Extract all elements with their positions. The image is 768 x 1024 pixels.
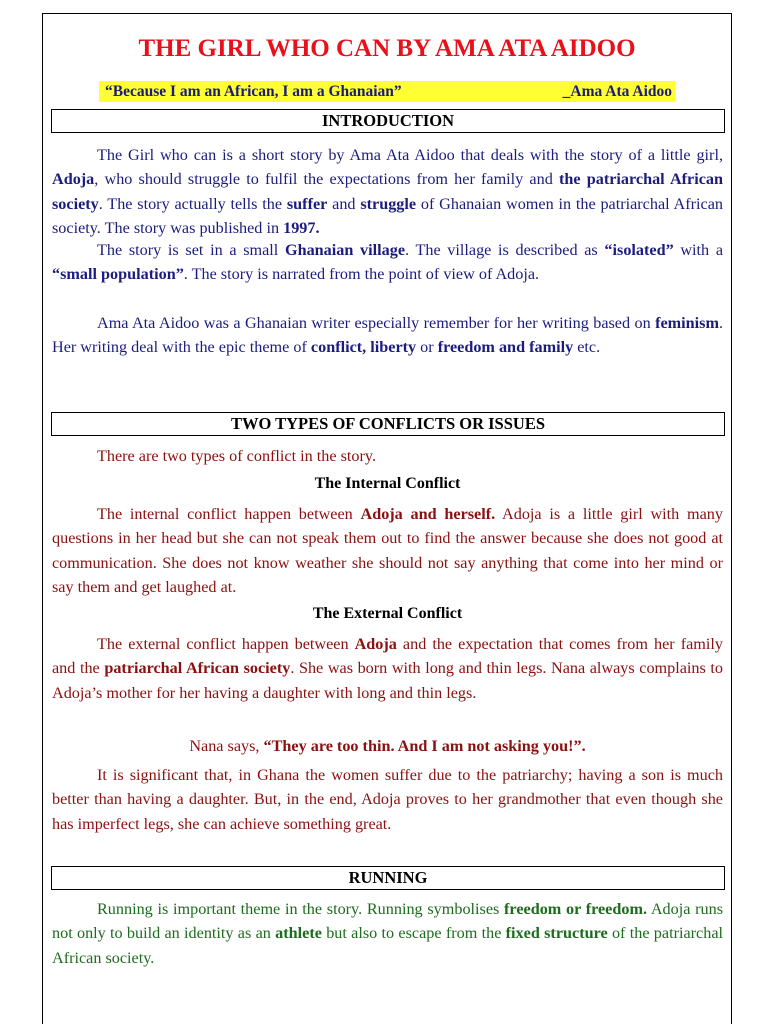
section-heading-conflicts: TWO TYPES OF CONFLICTS OR ISSUES	[51, 412, 725, 436]
running-paragraph: Running is important theme in the story. Running symbolises freedom or freedom. Adoja runs not only to build an identity as an athlete but also to escape from the fixed structure of the patriarchal African society.	[52, 900, 724, 967]
subheading-internal-conflict: The Internal Conflict	[314, 475, 461, 492]
epigraph-quote: “Because I am an African, I am a Ghanaian”	[105, 83, 402, 100]
intro-paragraph-1: The Girl who can is a short story by Ama Ata Aidoo that deals with the story of a little girl, Adoja, who should struggle to fulfil the expectations from her family and the patriarchal African society. The story actually tells the suffer and struggle of Ghanaian women in the patriarchal African society. The story was published in 1997.	[52, 146, 723, 237]
section-heading-running: RUNNING	[51, 866, 725, 890]
intro-paragraph-2: The story is set in a small Ghanaian village. The village is described as “isolated” with a “small population”. The story is narrated from the point of view of Adoja.	[52, 241, 724, 284]
epigraph-highlight	[99, 81, 675, 102]
external-conflict-paragraph: The external conflict happen between Adoja and the expectation that comes from her family and the patriarchal African society. She was born with long and thin legs. Nana always complains to Adoja’s mother for her having a daughter with long and thin legs.	[52, 635, 723, 702]
section-heading-introduction: INTRODUCTION	[51, 109, 725, 133]
conflicts-lead: There are two types of conflict in the story.	[97, 447, 376, 465]
significance-paragraph: It is significant that, in Ghana the women suffer due to the patriarchy; having a son is much better than having a daughter. But, in the end, Adoja proves to her grandmother that even though she has imperfect legs, she can achieve something great.	[52, 766, 723, 833]
epigraph-author: _Ama Ata Aidoo	[562, 83, 672, 100]
intro-paragraph-3: Ama Ata Aidoo was a Ghanaian writer especially remember for her writing based on feminism. Her writing deal with the epic theme of conflict, liberty or freedom and family etc.	[52, 314, 723, 357]
internal-conflict-paragraph: The internal conflict happen between Adoja and herself. Adoja is a little girl with many questions in her head but she can not speak them out to find the answer because she does not good at communication. She does not know weather she should not say anything that come into her mind or say them and get laughed at.	[52, 505, 723, 596]
nana-quote-line: Nana says, “They are too thin. And I am not asking you!”.	[189, 737, 586, 755]
subheading-external-conflict: The External Conflict	[312, 605, 463, 622]
document-title: THE GIRL WHO CAN BY AMA ATA AIDOO	[138, 35, 636, 62]
